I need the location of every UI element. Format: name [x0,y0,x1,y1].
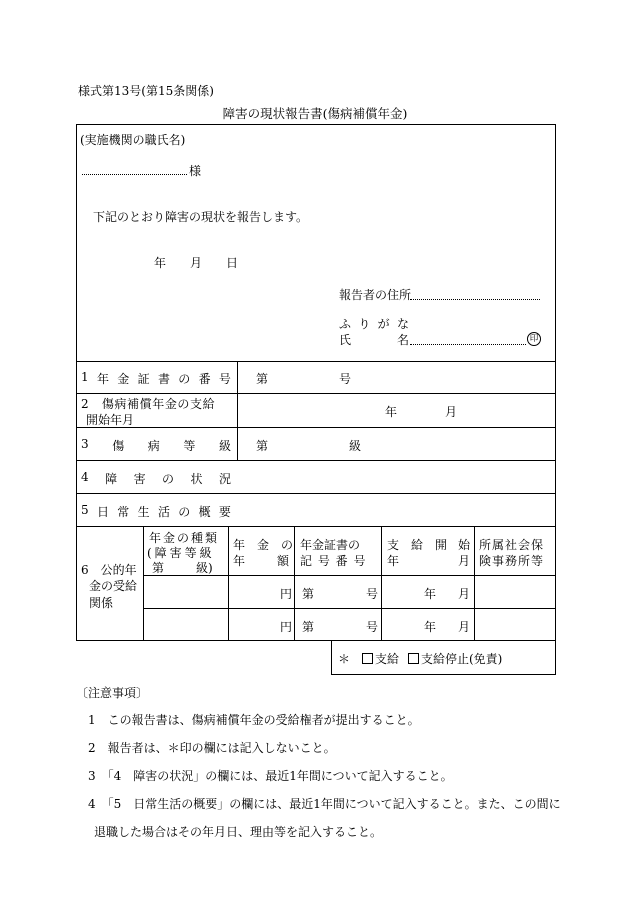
furigana-char: り [358,317,371,331]
row1-prefix: 第 [256,372,269,386]
furigana-label [339,315,409,332]
label-char: 号 [218,372,231,386]
pension-kind-field-2[interactable] [144,609,228,641]
furigana-char: が [377,317,390,331]
checkbox-payment-stop-label: 支給停止(免責) [421,652,503,666]
label-char: 証 [137,372,150,386]
pension-cert-number-field[interactable] [238,362,555,393]
checkbox-icon [362,653,373,664]
header-amount-1: 年 金 の [233,538,294,552]
name-char: 氏 [339,333,352,347]
date-year-label: 年 [154,256,167,270]
label-char: 生 [137,505,150,519]
row4-label [81,470,231,487]
disability-grade-field[interactable] [238,428,555,460]
name-label [339,331,409,348]
row-prefix: 第 [302,620,315,634]
label-char: 年 [96,372,109,386]
header-cert-number-2: 記 号 番 号 [300,554,367,568]
yen-unit: 円 [280,620,293,634]
row-prefix: 第 [302,587,315,601]
label-char: 障 [105,472,118,486]
note-item: 4 「5 日常生活の概要」の欄には、最近1年間について記入すること。また、この間に [88,797,561,811]
office-field-1[interactable] [475,576,555,608]
label-char: 日 [96,505,109,519]
document-title: 障害の現状報告書(傷病補償年金) [222,106,408,121]
rule-s6-top [76,526,556,527]
row-month: 月 [458,620,471,634]
office-field-2[interactable] [475,609,555,641]
label-char: 病 [147,439,160,453]
label-char: 4 [81,470,89,484]
row-year: 年 [424,620,437,634]
section6-label-line2: 金の受給 [89,579,138,593]
header-office-1: 所属社会保 [479,538,545,552]
row-year: 年 [424,587,437,601]
row2-label-line1: 2 傷病補償年金の支給 [81,397,216,411]
header-start-2b: 月 [458,554,471,568]
row2-year: 年 [385,405,398,419]
header-start-1b: 始 [458,538,471,552]
label-char: 常 [117,505,130,519]
row3-suffix: 級 [349,439,362,453]
note-item: 退職した場合はその年月日、理由等を記入すること。 [94,825,383,839]
header-office-2: 険事務所等 [479,554,545,568]
notes-heading: 〔注意事項〕 [76,686,149,700]
header-start-1a: 支 給 開 [387,538,448,552]
label-char: 番 [198,372,211,386]
section6-label-line3: 関係 [89,596,114,610]
header-amount-2a: 年 [233,554,246,568]
row5-label [81,503,231,520]
furigana-char: ふ [339,317,352,331]
header-cert-number-1: 年金証書の [300,538,361,552]
yen-unit: 円 [280,587,293,601]
label-char: 要 [218,505,231,519]
form-number: 様式第13号(第15条関係) [78,84,214,98]
note-item: 1 この報告書は、傷病補償年金の受給権者が提出すること。 [88,713,420,727]
checkbox-payment-label: 支給 [375,652,400,666]
label-char: 害 [133,472,146,486]
checkbox-payment[interactable] [362,650,399,667]
recipient-label: (実施機関の職氏名) [80,133,186,147]
note-item: 2 報告者は、＊印の欄には記入しないこと。 [88,741,336,755]
label-char: の [178,372,191,386]
label-char: 書 [157,372,170,386]
label-char: の [162,472,175,486]
row2-label-line2: 開始年月 [86,413,135,427]
furigana-char: な [396,317,409,331]
header-pension-kind-3b: 級) [196,561,213,575]
intro-text: 下記のとおり障害の現状を報告します。 [93,210,309,224]
label-char: 3 [81,437,89,451]
row2-month: 月 [445,405,458,419]
header-pension-kind-2: (障害等級 [147,546,215,560]
seal-mark: 印 [527,332,541,346]
label-char: 概 [198,505,211,519]
row3-prefix: 第 [256,439,269,453]
label-char: の [178,505,191,519]
name-field[interactable] [410,344,526,345]
date-month-label: 月 [190,256,203,270]
date-day-label: 日 [226,256,239,270]
disability-status-field[interactable] [238,461,555,493]
name-char: 名 [396,333,409,347]
row-suffix: 号 [366,587,379,601]
label-char: 級 [218,439,231,453]
header-pension-kind-3a: 第 [152,561,165,575]
address-field[interactable] [410,299,540,300]
label-char: 況 [218,472,231,486]
note-item: 3 「4 障害の状況」の欄には、最近1年間について記入すること。 [88,769,453,783]
asterisk-mark: ＊ [338,652,351,666]
label-char: 5 [81,503,89,517]
row-month: 月 [458,587,471,601]
section6-label-line1: 6 公的年 [81,563,137,577]
header-amount-2b: 額 [277,554,290,568]
header-pension-kind-1: 年金の種類 [149,531,220,545]
pension-kind-field-1[interactable] [144,576,228,608]
checkbox-payment-stop[interactable] [408,650,502,667]
label-char: 傷 [112,439,125,453]
row-suffix: 号 [366,620,379,634]
address-label: 報告者の住所 [339,288,412,302]
row1-label [81,370,231,387]
label-char: 1 [81,370,89,384]
row3-label [81,437,231,454]
header-start-2a: 年 [387,554,400,568]
label-char: 活 [157,505,170,519]
row1-suffix: 号 [339,372,352,386]
recipient-name-field[interactable] [82,174,187,175]
checkbox-icon [408,653,419,664]
label-char: 金 [117,372,130,386]
honorific: 様 [189,164,202,178]
label-char: 等 [183,439,196,453]
daily-life-field[interactable] [238,494,555,526]
label-char: 状 [190,472,203,486]
